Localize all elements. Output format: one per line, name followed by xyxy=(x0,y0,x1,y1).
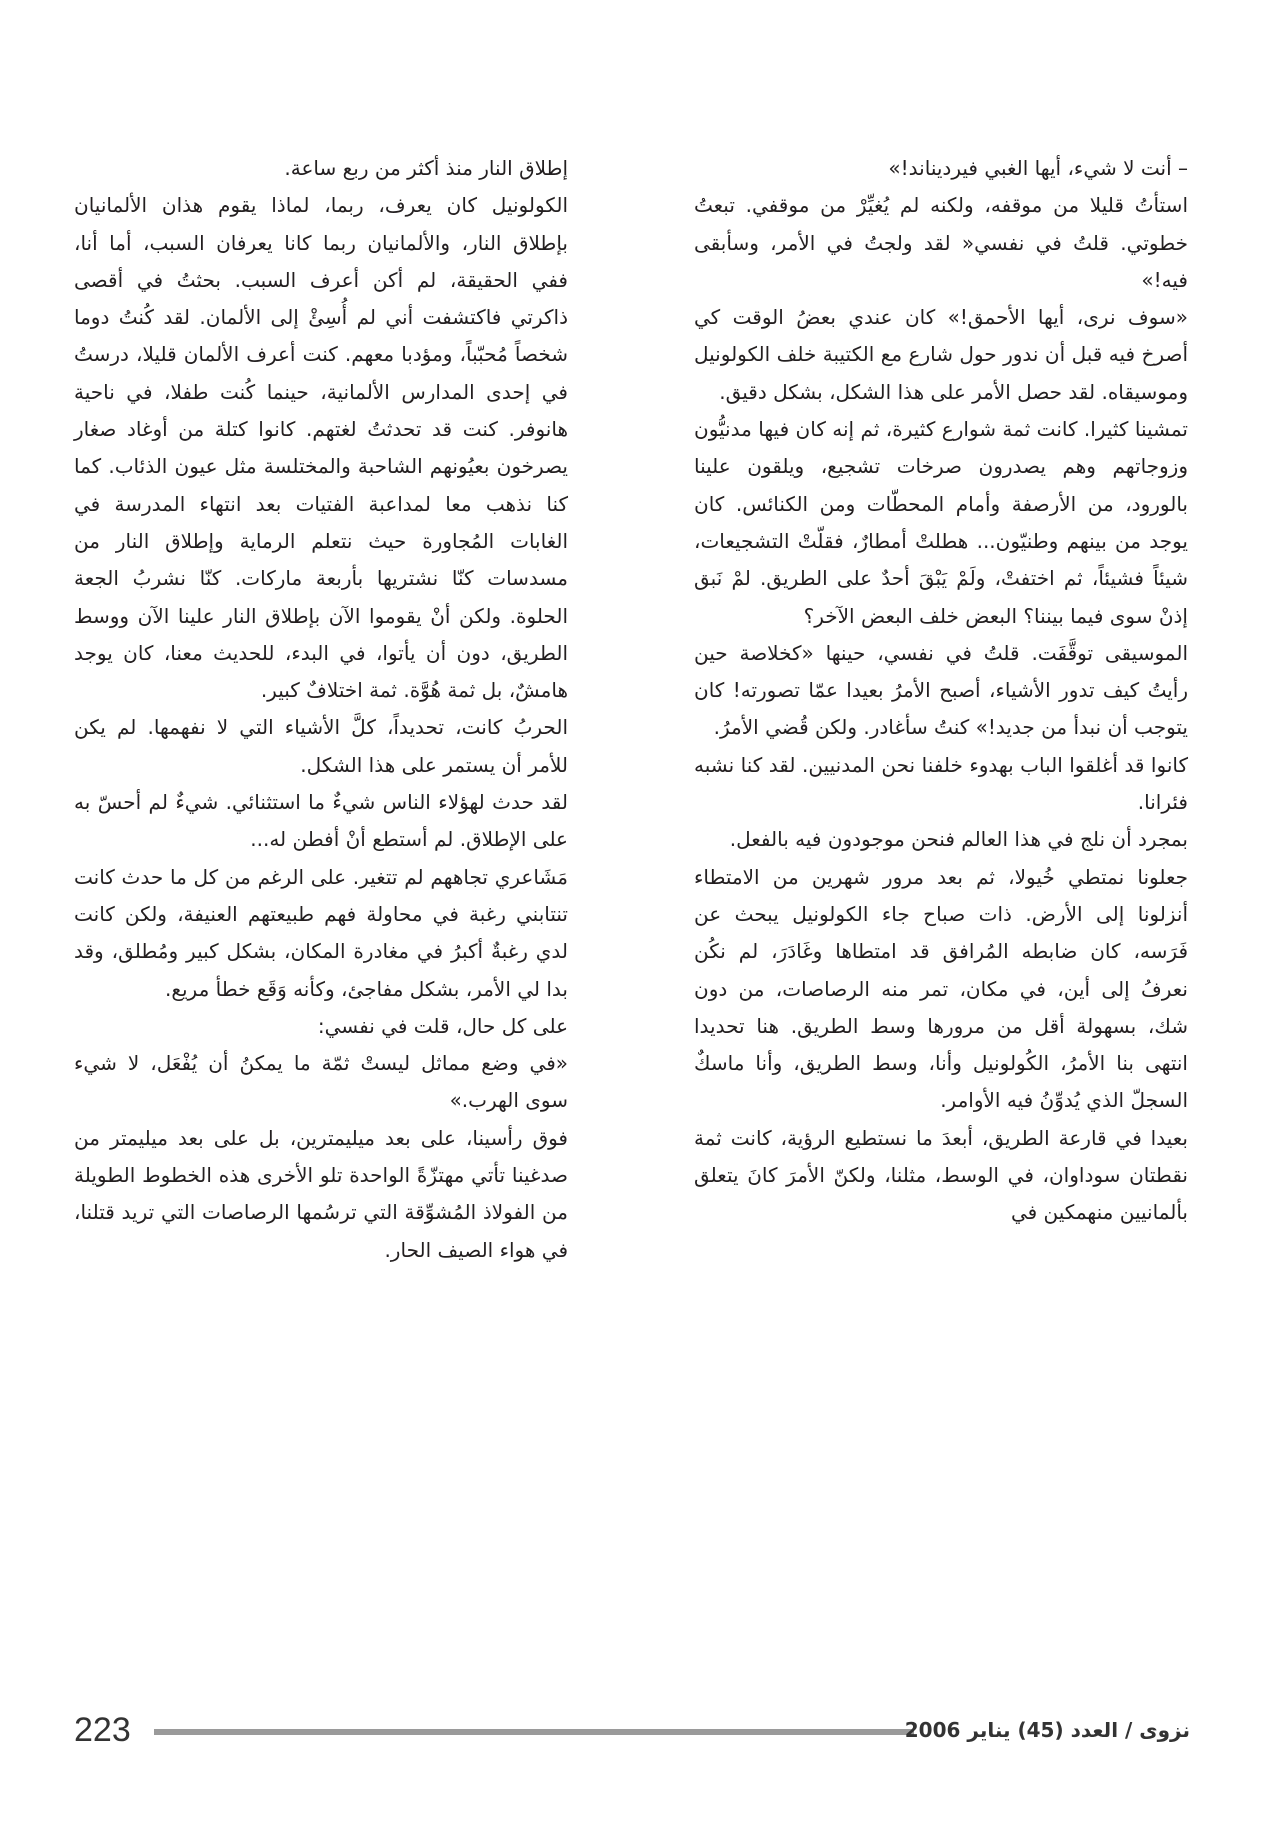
paragraph: كانوا قد أغلقوا الباب بهدوء خلفنا نحن المدنيين. لقد كنا نشبه فئرانا. xyxy=(694,752,1188,815)
paragraph: «سوف نرى، أيها الأحمق!» كان عندي بعضُ الوقت كي أصرخ فيه قبل أن ندور حول شارع مع الكتيبة خلف الكولونيل وموسيقاه. لقد حصل الأمر على هذا الشكل، بشكل دقيق. xyxy=(694,305,1188,404)
paragraph: – أنت لا شيء، أيها الغبي فيرديناند!» xyxy=(888,156,1188,180)
paragraph: بمجرد أن نلج في هذا العالم فنحن موجودون فيه بالفعل. xyxy=(729,827,1188,852)
paragraph: مَشَاعري تجاههم لم تتغير. على الرغم من كل ما حدث كانت تنتابني رغبة في محاولة فهم طبيعتهم العنيفة، ولكن كانت لدي رغبةٌ أكبرُ في مغادرة المكان، بشكل كبير ومُطلق، وقد بدا لي الأمر، بشكل مفاجئ، وكأنه وَقَع خطأ مريع. xyxy=(74,864,568,1001)
issue-info: نزوى / العدد (45) يناير 2006 xyxy=(904,1718,1190,1742)
page-number: 223 xyxy=(74,1711,131,1749)
article-column-right xyxy=(694,150,1188,1232)
paragraph: استأتُ قليلا من موقفه، ولكنه لم يُغيِّرْ من موقفي. تبعتُ خطوتي. قلتُ في نفسي« لقد ولجتُ في الأمر، وسأبقى فيه!» xyxy=(694,193,1188,292)
paragraph: الحربُ كانت، تحديداً، كلَّ الأشياء التي لا نفهمها. لم يكن للأمر أن يستمر على هذا الشكل. xyxy=(74,715,568,777)
paragraph: الكولونيل كان يعرف، ربما، لماذا يقوم هذان الألمانيان بإطلاق النار، والألمانيان ربما كانا يعرفان السبب، أما أنا، ففي الحقيقة، لم أكن أعرف السبب. بحثتُ في أقصى ذاكرتي فاكتشفت أني لم أُسِئْ إلى الألمان. لقد كُنتُ دوما شخصاً مُحبّباً، ومؤدبا معهم. كنت أعرف الألمان قليلا، درستُ في إحدى المدارس الألمانية، حينما كُنت طفلا، في ناحية هانوفر. كنت قد تحدثتُ لغتهم. كانوا كتلة من أوغاد صغار يصرخون بعيُونهم الشاحبة والمختلسة مثل عيون الذئاب. كما كنا نذهب معا لمداعبة الفتيات بعد انتهاء المدرسة في الغابات المُجاورة حيث نتعلم الرماية وإطلاق النار من مسدسات كنّا نشتريها بأربعة ماركات. كنّا نشربُ الجعة الحلوة. ولكن أنْ يقوموا الآن بإطلاق النار علينا الآن ووسط الطريق، دون أن يأتوا، في البدء، للحديث معنا، كان يوجد هامشٌ، بل ثمة هُوَّة. ثمة اختلافٌ كبير. xyxy=(74,193,568,703)
paragraph: بعيدا في قارعة الطريق، أبعدَ ما نستطيع الرؤية، كانت ثمة نقطتان سوداوان، في الوسط، مثلنا، ولكنّ الأمرَ كانَ يتعلق بألمانيين منهمكين في xyxy=(694,1125,1188,1225)
paragraph: لقد حدث لهؤلاء الناس شيءٌ ما استثنائي. شيءٌ لم أحسّ به على الإطلاق. لم أستطع أنْ أفطن له... xyxy=(74,790,568,852)
paragraph: الموسيقى توقَّفَت. قلتُ في نفسي، حينها «كخلاصة حين رأيتُ كيف تدور الأشياء، أصبح الأمرُ بعيدا عمّا تصورته! كان يتوجب أن نبدأ من جديد!» كنتُ سأغادر. ولكن قُضي الأمرُ. xyxy=(694,640,1188,740)
paragraph: فوق رأسينا، على بعد ميليمترين، بل على بعد ميليمتر من صدغينا تأتي مهتزّةً الواحدة تلو الأخرى هذه الخطوط الطويلة من الفولاذ المُشوِّقة التي ترسُمها الرصاصات التي تريد قتلنا، في هواء الصيف الحار. xyxy=(74,1125,568,1262)
footer-divider xyxy=(154,1729,914,1735)
article-column-left xyxy=(74,150,568,1269)
paragraph: «في وضع مماثل ليستْ ثمّة ما يمكنُ أن يُفْعَل، لا شيء سوى الهرب.» xyxy=(74,1051,568,1113)
paragraph: على كل حال، قلت في نفسي: xyxy=(317,1013,568,1038)
paragraph: تمشينا كثيرا. كانت ثمة شوارع كثيرة، ثم إنه كان فيها مدنيُّون وزوجاتهم وهم يصدرون صرخات تشجيع، ويلقون علينا بالورود، من الأرصفة وأمام المحطّات ومن الكنائس. كان يوجد من بينهم وطنيّون... هطلتْ أمطارٌ، فقلّتْ التشجيعات، شيئاً فشيئاً، ثم اختفتْ، ولَمْ يَبْقَ أحدٌ على الطريق. لمْ نَبق إذنْ سوى فيما بيننا؟ البعض خلف البعض الآخر؟ xyxy=(694,417,1188,628)
paragraph: إطلاق النار منذ أكثر من ربع ساعة. xyxy=(284,156,568,180)
page-footer xyxy=(74,1710,1190,1750)
paragraph: جعلونا نمتطي خُيولا، ثم بعد مرور شهرين من الامتطاء أنزلونا إلى الأرض. ذات صباح جاء الكولونيل يبحث عن فَرَسه، كان ضابطه المُرافق قد امتطاها وغَادَرَ، لم نكُن نعرفُ إلى أين، في مكان، تمر منه الرصاصات، من دون شك، بسهولة أقل من مرورها وسط الطريق. هنا تحديدا انتهى بنا الأمرُ، الكُولونيل وأنا، وسط الطريق، وأنا ماسكٌ السجلّ الذي يُدوِّنُ فيه الأوامر. xyxy=(694,864,1188,1113)
